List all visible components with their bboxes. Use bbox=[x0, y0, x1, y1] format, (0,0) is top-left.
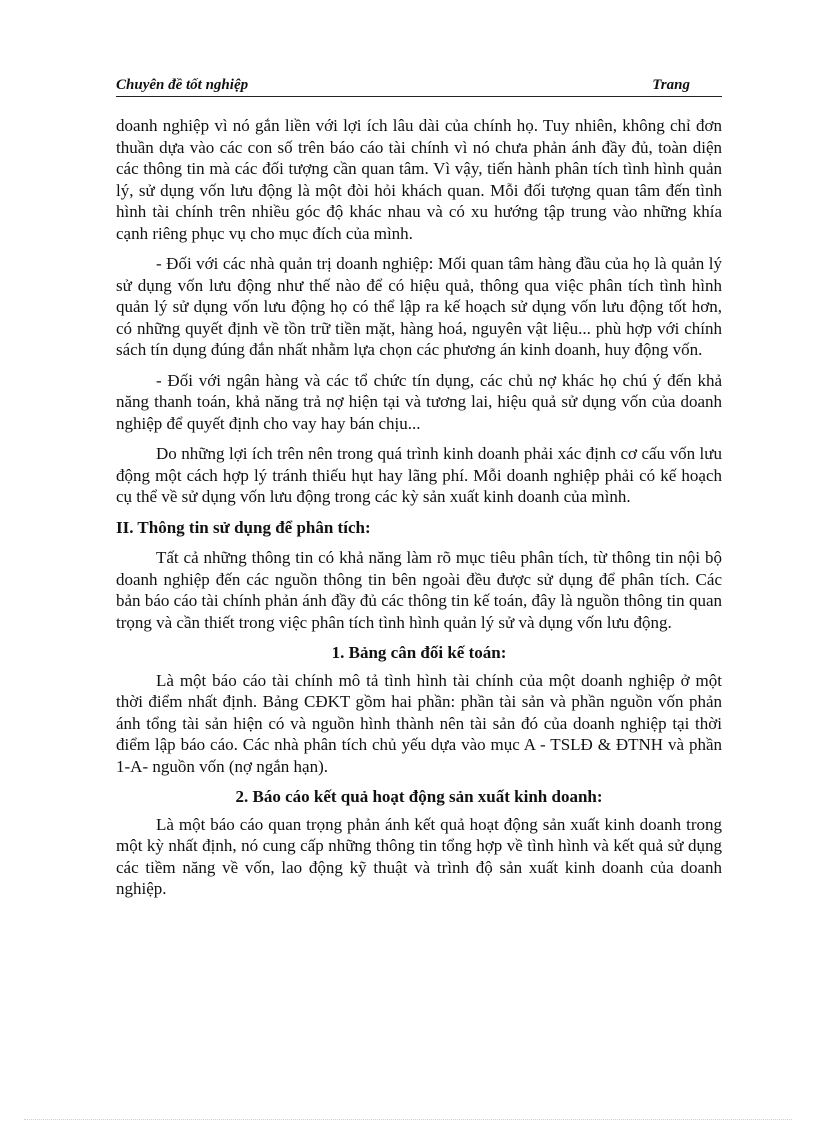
section-heading-information: II. Thông tin sử dụng để phân tích: bbox=[116, 517, 371, 537]
footer-divider bbox=[24, 1119, 792, 1120]
paragraph-banks: - Đối với ngân hàng và các tổ chức tín dụng, các chủ nợ khác họ chú ý đến khả năng thanh toán, khả năng trả nợ hiện tại và tương lai, hiệu quả sử dụng vốn của doanh nghiệp để quyết định cho vay hay bán chịu... bbox=[116, 370, 722, 433]
header-title: Chuyên đề tốt nghiệp bbox=[116, 77, 249, 93]
paragraph-managers: - Đối với các nhà quản trị doanh nghiệp: Mối quan tâm hàng đầu của họ là quản lý sử dụng vốn lưu động như thế nào để có hiệu quả, thông qua việc phân tích tình hình quản lý sử dụng vốn lưu động họ có thể lập ra kế hoạch sử dụng vốn lưu động tốt hơn, có những quyết định về tồn trữ tiền mặt, hàng hoá, nguyên vật liệu... phù hợp với chính sách tín dụng đúng đắn nhất nhằm lựa chọn các phương án kinh doanh, huy động vốn. bbox=[116, 254, 722, 359]
document-body bbox=[116, 115, 722, 909]
paragraph-intro-continuation: doanh nghiệp vì nó gắn liền với lợi ích lâu dài của chính họ. Tuy nhiên, không chỉ đơn thuần dựa vào các con số trên báo cáo tài chính vì nó chưa phản ánh đầy đủ, toàn diện các thông tin mà các đối tượng cần quan tâm. Vì vậy, tiến hành phân tích tình hình quản lý, sử dụng vốn lưu động là một đòi hỏi khách quan. Mỗi đối tượng quan tâm đến tình hình tài chính trên nhiều góc độ khác nhau và có xu hướng tập trung vào những khía cạnh riêng phục vụ cho mục đích của mình. bbox=[116, 116, 722, 243]
subheading-balance-sheet: 1. Bảng cân đối kế toán: bbox=[331, 643, 507, 662]
paragraph-information-sources: Tất cả những thông tin có khả năng làm rõ mục tiêu phân tích, từ thông tin nội bộ doanh nghiệp đến các nguồn thông tin bên ngoài đều được sử dụng để phân tích. Các bản báo cáo tài chính phản ánh đầy đủ các thông tin kế toán, đây là nguồn thông tin quan trọng và cần thiết trong việc phân tích tình hình quản lý sử và dụng vốn lưu động. bbox=[116, 548, 722, 632]
header-page-label: Trang bbox=[652, 77, 690, 93]
paragraph-conclusion: Do những lợi ích trên nên trong quá trình kinh doanh phải xác định cơ cấu vốn lưu động một cách hợp lý tránh thiếu hụt hay lãng phí. Mỗi doanh nghiệp phải có kế hoạch cụ thể về sử dụng vốn lưu động trong các kỳ sản xuất kinh doanh của mình. bbox=[116, 444, 722, 506]
page-header bbox=[116, 76, 722, 97]
paragraph-balance-sheet: Là một báo cáo tài chính mô tả tình hình tài chính của một doanh nghiệp ở một thời điểm nhất định. Bảng CĐKT gồm hai phần: phần tài sản và phần nguồn vốn phản ánh tổng tài sản hiện có và nguồn hình thành nên tài sản đó của doanh nghiệp tại thời điểm lập báo cáo. Các nhà phân tích chủ yếu dựa vào mục A - TSLĐ & ĐTNH và phần 1-A- nguồn vốn (nợ ngắn hạn). bbox=[116, 670, 722, 776]
subheading-income-statement: 2. Báo cáo kết quả hoạt động sản xuất kinh doanh: bbox=[235, 787, 603, 806]
paragraph-income-statement: Là một báo cáo quan trọng phản ánh kết quả hoạt động sản xuất kinh doanh trong một kỳ nhất định, nó cung cấp những thông tin tổng hợp về tình hình và kết quả sử dụng các tiềm năng về vốn, lao động kỹ thuật và trình độ sản xuất kinh doanh của doanh nghiệp. bbox=[116, 814, 722, 898]
